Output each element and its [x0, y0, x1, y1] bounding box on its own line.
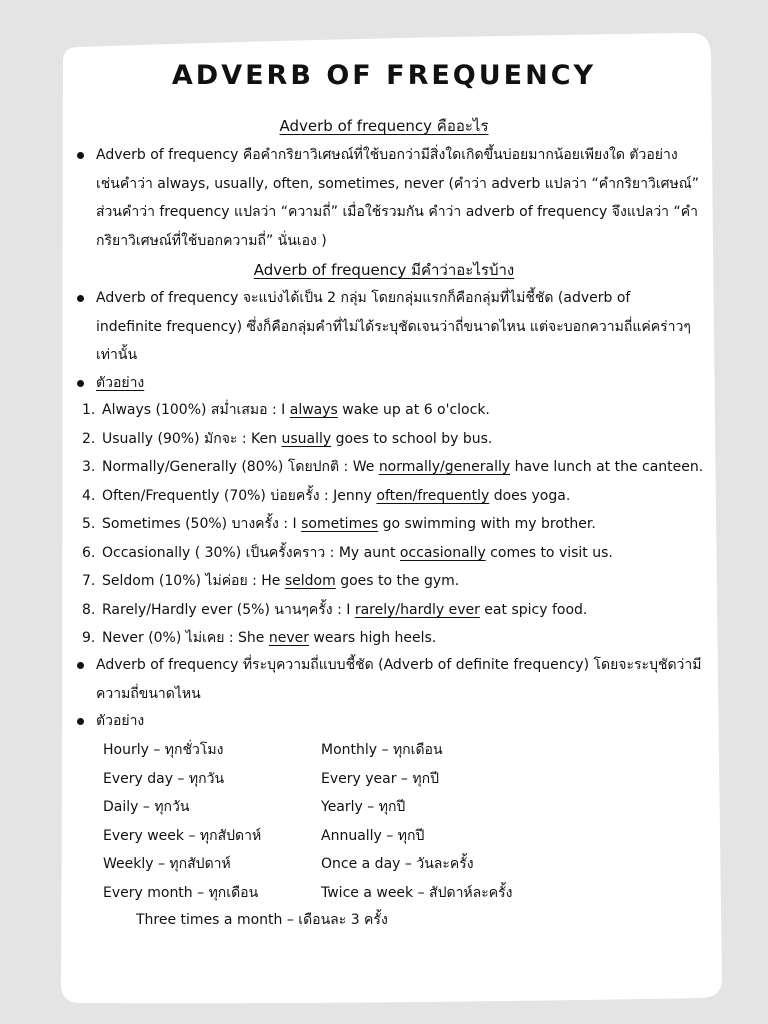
list-item: 2. Usually (90%) มักจะ : Ken usually goes to school by bus. [82, 430, 493, 447]
definite-right-column [321, 736, 512, 907]
list-item: Monthly – ทุกเดือน [321, 742, 443, 758]
paragraph-line: indefinite frequency) ซึ่งก็คือกลุ่มคำที่ไม่ได้ระบุชัดเจนว่าถี่ขนาดไหน แต่จะบอกความถี่แค่คร่าวๆ [96, 318, 691, 335]
paragraph-line: กริยาวิเศษณ์ที่ใช้บอกความถี่” นั่นเอง ) [96, 232, 327, 249]
examples-label: ตัวอย่าง [96, 375, 145, 391]
list-item: 8. Rarely/Hardly ever (5%) นานๆครั้ง : I rarely/hardly ever eat spicy food. [82, 601, 588, 618]
paragraph-line: Adverb of frequency จะแบ่งได้เป็น 2 กลุ่ม โดยกลุ่มแรกก็คือกลุ่มที่ไม่ชี้ชัด (adverb of [96, 290, 631, 306]
list-item: 6. Occasionally ( 30%) เป็นครั้งคราว : My aunt occasionally comes to visit us. [82, 544, 613, 561]
paragraph-line: ส่วนคำว่า frequency แปลว่า “ความถี่” เมื่อใช้รวมกัน คำว่า adverb of frequency จึงแปลว่า “คำ [96, 204, 698, 220]
indefinite-examples-list [82, 396, 703, 653]
list-item: 3. Normally/Generally (80%) โดยปกติ : We normally/generally have lunch at the canteen. [82, 459, 704, 475]
list-item: Daily – ทุกวัน [103, 799, 190, 815]
list-item: 9. Never (0%) ไม่เคย : She never wears high heels. [82, 630, 437, 646]
bullet-dot [77, 380, 84, 387]
list-item: Every week – ทุกสัปดาห์ [103, 827, 262, 844]
paragraph-line: ความถี่ขนาดไหน [96, 685, 201, 702]
list-item: Yearly – ทุกปี [321, 799, 406, 815]
page-title: ADVERB OF FREQUENCY [171, 60, 597, 91]
list-item: 4. Often/Frequently (70%) บ่อยครั้ง : Jenny often/frequently does yoga. [82, 487, 571, 504]
list-item: Twice a week – สัปดาห์ละครั้ง [321, 884, 513, 901]
bullet-dot [77, 718, 84, 725]
list-item: Weekly – ทุกสัปดาห์ [103, 856, 231, 872]
bullet-dot [77, 295, 84, 302]
list-item: Once a day – วันละครั้ง [321, 856, 474, 872]
definite-last-line: Three times a month – เดือนละ 3 ครั้ง [136, 912, 388, 928]
paragraph-line: เท่านั้น [96, 347, 138, 363]
list-item: 5. Sometimes (50%) บางครั้ง : I sometimes go swimming with my brother. [82, 516, 596, 532]
list-item: 7. Seldom (10%) ไม่ค่อย : He seldom goes to the gym. [82, 573, 460, 589]
section3-paragraph [96, 651, 711, 708]
paragraph-line: Adverb of frequency ที่ระบุความถี่แบบชี้ชัด (Adverb of definite frequency) โดยจะระบุชัดว่ามี [96, 657, 702, 673]
list-item: Annually – ทุกปี [321, 827, 425, 844]
bullet-dot [77, 152, 84, 159]
paragraph-line: เช่นคำว่า always, usually, often, sometimes, never (คำว่า adverb แปลว่า “คำกริยาวิเศษณ์” [96, 175, 699, 192]
section1-heading: Adverb of frequency คืออะไร [279, 117, 489, 135]
examples-label: ตัวอย่าง [96, 713, 145, 729]
definite-left-column [103, 736, 261, 907]
section2-paragraph [96, 284, 711, 370]
list-item: Hourly – ทุกชั่วโมง [103, 742, 224, 758]
list-item: 1. Always (100%) สม่ำเสมอ : I always wake up at 6 o'clock. [82, 402, 490, 418]
list-item: Every month – ทุกเดือน [103, 884, 259, 901]
section1-paragraph [96, 141, 711, 255]
section2-heading: Adverb of frequency มีคำว่าอะไรบ้าง [253, 261, 515, 279]
bullet-dot [77, 662, 84, 669]
paragraph-line: Adverb of frequency คือคำกริยาวิเศษณ์ที่ใช้บอกว่ามีสิ่งใดเกิดขึ้นบ่อยมากน้อยเพียงใด ตัวอย่าง [96, 147, 678, 163]
list-item: Every year – ทุกปี [321, 770, 439, 787]
list-item: Every day – ทุกวัน [103, 770, 225, 787]
